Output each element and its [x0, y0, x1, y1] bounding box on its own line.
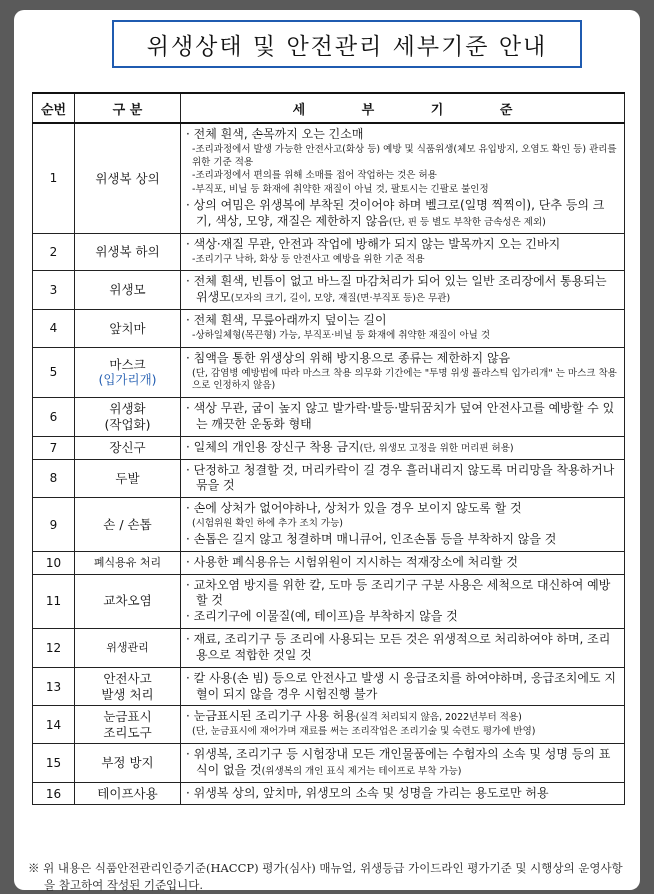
criteria-item — [186, 578, 619, 610]
category-label: 마스크 — [109, 356, 146, 372]
criteria-subitem — [186, 184, 619, 197]
row-number: 12 — [33, 629, 75, 668]
criteria-text: (단, 감염병 예방법에 따라 마스크 착용 의무화 기간에는 "투명 위생 플라스틱 입가리개" 는 마스크 착용으로 인정하지 않음) — [192, 367, 617, 392]
criteria-text: 조리기구에 이물질(예, 테이프)을 부착하지 않을 것 — [193, 609, 458, 624]
criteria-subitem — [186, 254, 619, 267]
row-category — [75, 459, 181, 498]
row-number: 5 — [33, 347, 75, 397]
row-criteria — [181, 706, 625, 744]
criteria-item — [186, 555, 619, 571]
criteria-item — [186, 671, 619, 703]
criteria-subitem — [186, 170, 619, 183]
category-label: 두발 — [115, 470, 140, 486]
row-number: 13 — [33, 667, 75, 706]
category-label: 위생화 — [109, 401, 146, 417]
row-number: 14 — [33, 706, 75, 744]
header-no: 순번 — [33, 93, 75, 123]
row-category — [75, 574, 181, 628]
row-criteria — [181, 498, 625, 551]
criteria-text: 사용한 폐식용유는 시험위원이 지시하는 적재장소에 처리할 것 — [193, 554, 518, 569]
criteria-item — [186, 127, 619, 143]
category-label: 앞치마 — [109, 320, 146, 336]
row-criteria — [181, 123, 625, 233]
row-category — [75, 271, 181, 310]
criteria-text: 부직포, 비닐 등 화재에 취약한 재질이 아닐 것, 팔토시는 긴팔로 불인정 — [195, 184, 489, 196]
row-number: 4 — [33, 310, 75, 348]
category-label: 눈금표시 — [103, 709, 152, 725]
table-row — [33, 744, 625, 783]
category-label: 안전사고 — [103, 670, 152, 686]
row-criteria — [181, 436, 625, 459]
row-number: 16 — [33, 782, 75, 805]
criteria-item — [186, 401, 619, 433]
row-number: 9 — [33, 498, 75, 551]
criteria-text: 칼 사용(손 빔) 등으로 안전사고 발생 시 응급조치를 하여야하며, 응급조치에도 지혈이 되지 않을 경우 시험진행 불가 — [193, 670, 616, 701]
table-row — [33, 310, 625, 348]
criteria-note: (모자의 크기, 길이, 모양, 재질(면·부직포 등)은 무관) — [230, 293, 451, 305]
row-category — [75, 123, 181, 233]
criteria-text: 손에 상처가 없어야하나, 상처가 있을 경우 보이지 않도록 할 것 — [193, 501, 522, 516]
criteria-item — [186, 463, 619, 495]
category-note: 조리도구 — [103, 724, 152, 740]
criteria-note: (단, 위생모 고정을 위한 머리핀 허용) — [359, 442, 514, 454]
criteria-item — [186, 786, 619, 802]
criteria-text: (시험위원 확인 하에 추가 조치 가능) — [192, 518, 343, 530]
criteria-text: 전체 흰색, 빈틈이 없고 바느질 마감처리가 되어 있는 일반 조리장에서 통용되는 위생모 — [193, 274, 607, 305]
criteria-text: 색상·재질 무관, 안전과 작업에 방해가 되지 않는 발목까지 오는 긴바지 — [193, 236, 561, 251]
criteria-subitem — [186, 330, 619, 343]
category-label: 위생복 하의 — [95, 244, 160, 260]
criteria-text: 단정하고 청결할 것, 머리카락이 길 경우 흘러내리지 않도록 머리망을 착용하거나 묶을 것 — [193, 462, 615, 493]
criteria-item — [186, 440, 619, 456]
table-row — [33, 574, 625, 628]
criteria-text: (단, 눈금표시에 재어가며 재료를 써는 조리작업은 조리기술 및 숙련도 평가에 반영) — [192, 726, 536, 738]
category-label: 폐식용유 처리 — [93, 555, 162, 569]
criteria-text: 재료, 조리기구 등 조리에 사용되는 모든 것은 위생적으로 처리하여야 하며, 조리용으로 적합한 것일 것 — [193, 632, 611, 662]
criteria-text: 눈금표시된 조리기구 사용 허용 — [193, 709, 356, 724]
category-label: 테이프사용 — [97, 785, 158, 801]
row-number: 10 — [33, 551, 75, 574]
table-header-row — [33, 93, 625, 123]
row-number: 11 — [33, 574, 75, 628]
criteria-text: 위생복, 조리기구 등 시험장내 모든 개인물품에는 수험자의 소속 및 성명 등의 표식이 없을 것 — [193, 747, 611, 777]
category-label: 부정 방지 — [101, 755, 154, 771]
criteria-text: 상하일체형(목끈형) 가능, 부직포·비닐 등 화재에 취약한 재질이 아닐 것 — [195, 329, 491, 341]
row-category — [75, 436, 181, 459]
footnote: ※ 위 내용은 식품안전관리인증기준(HACCP) 평가(심사) 매뉴얼, 위생등급 가이드라인 평가기준 및 시행상의 운영사항을 참고하여 작성된 기준입니다. — [28, 861, 623, 892]
table-row — [33, 706, 625, 744]
category-note: 발생 처리 — [101, 686, 154, 702]
criteria-item — [186, 198, 619, 230]
criteria-item — [186, 609, 619, 625]
criteria-text: 교차오염 방지를 위한 칼, 도마 등 조리기구 구분 사용은 세척으로 대신하여 예방할 것 — [193, 577, 611, 608]
notice-page — [14, 10, 640, 890]
category-label: 위생모 — [109, 282, 146, 298]
criteria-item — [186, 532, 619, 548]
table-row — [33, 271, 625, 310]
criteria-item — [186, 747, 619, 779]
table-row — [33, 498, 625, 551]
row-criteria — [181, 233, 625, 271]
header-criteria: 세 부 기 준 — [181, 93, 625, 123]
criteria-subitem — [186, 368, 619, 394]
category-label: 위생복 상의 — [95, 170, 160, 186]
table-row — [33, 233, 625, 271]
category-label: 위생관리 — [106, 641, 149, 654]
row-criteria — [181, 347, 625, 397]
category-label: 손 / 손톱 — [103, 516, 152, 532]
table-row — [33, 123, 625, 233]
row-number: 8 — [33, 459, 75, 498]
row-category — [75, 498, 181, 551]
criteria-text: 상의 여밈은 위생복에 부착된 것이어야 하며 벨크로(일명 찍찍이), 단추 등의 크기, 색상, 모양, 재질은 제한하지 않음 — [193, 198, 605, 228]
table-row — [33, 459, 625, 498]
table-row — [33, 629, 625, 668]
table-row — [33, 398, 625, 437]
header-category: 구 분 — [75, 93, 181, 123]
criteria-text: 전체 흰색, 무릎아래까지 덮이는 길이 — [193, 313, 387, 328]
criteria-item — [186, 501, 619, 517]
criteria-text: 손톱은 길지 않고 청결하며 매니큐어, 인조손톱 등을 부착하지 않을 것 — [193, 531, 557, 546]
table-row — [33, 436, 625, 459]
category-label: 장신구 — [109, 439, 146, 455]
row-category — [75, 667, 181, 706]
row-category — [75, 398, 181, 437]
criteria-note: (위생복의 개인 표식 제거는 테이프로 부착 가능) — [261, 765, 462, 777]
criteria-item — [186, 709, 619, 725]
criteria-text: 조리과정에서 편의를 위해 소매를 접어 작업하는 것은 허용 — [195, 170, 437, 182]
row-criteria — [181, 310, 625, 348]
criteria-subitem — [186, 726, 619, 739]
table-row — [33, 782, 625, 805]
criteria-table — [32, 92, 625, 805]
criteria-note: (단, 핀 등 별도 부착한 금속성은 제외) — [388, 216, 546, 228]
criteria-text: 색상 무관, 굽이 높지 않고 발가락·발등·발뒤꿈치가 덮여 안전사고를 예방할 수 있는 깨끗한 운동화 형태 — [193, 401, 615, 431]
row-category — [75, 706, 181, 744]
criteria-item — [186, 351, 619, 367]
criteria-item — [186, 313, 619, 329]
row-criteria — [181, 782, 625, 805]
criteria-text: 일체의 개인용 장신구 착용 금지 — [193, 439, 360, 454]
criteria-note: (실격 처리되지 않음, 2022년부터 적용) — [355, 712, 522, 724]
criteria-item — [186, 237, 619, 253]
row-category — [75, 310, 181, 348]
row-category — [75, 782, 181, 805]
criteria-text: 위생복 상의, 앞치마, 위생모의 소속 및 성명을 가리는 용도로만 허용 — [193, 785, 549, 800]
criteria-text: 조리기구 낙하, 화상 등 안전사고 예방을 위한 기준 적용 — [195, 253, 425, 265]
row-category — [75, 629, 181, 668]
row-number: 2 — [33, 233, 75, 271]
criteria-text: 전체 흰색, 손목까지 오는 긴소매 — [193, 127, 364, 141]
criteria-text: 침액을 통한 위생상의 위해 방지용으로 종류는 제한하지 않음 — [193, 350, 511, 365]
page-title: 위생상태 및 안전관리 세부기준 안내 — [112, 20, 582, 68]
row-category — [75, 551, 181, 574]
row-number: 15 — [33, 744, 75, 783]
row-number: 6 — [33, 398, 75, 437]
row-criteria — [181, 398, 625, 437]
row-criteria — [181, 574, 625, 628]
row-category — [75, 347, 181, 397]
row-category — [75, 744, 181, 783]
category-label: 교차오염 — [103, 593, 152, 609]
row-criteria — [181, 551, 625, 574]
row-number: 3 — [33, 271, 75, 310]
criteria-subitem — [186, 518, 619, 531]
criteria-text: 조리과정에서 발생 가능한 안전사고(화상 등) 예방 및 식품위생(체모 유입방지, 오염도 확인 등) 관리를 위한 기준 적용 — [192, 143, 617, 168]
table-row — [33, 667, 625, 706]
row-criteria — [181, 629, 625, 668]
row-criteria — [181, 459, 625, 498]
criteria-subitem — [186, 144, 619, 170]
category-note: (작업화) — [104, 416, 151, 432]
row-category — [75, 233, 181, 271]
table-row — [33, 347, 625, 397]
row-criteria — [181, 667, 625, 706]
row-criteria — [181, 271, 625, 310]
table-row — [33, 551, 625, 574]
row-criteria — [181, 744, 625, 783]
row-number: 1 — [33, 123, 75, 233]
category-note: (입가리개) — [98, 372, 157, 388]
row-number: 7 — [33, 436, 75, 459]
criteria-item — [186, 632, 619, 664]
criteria-item — [186, 274, 619, 306]
